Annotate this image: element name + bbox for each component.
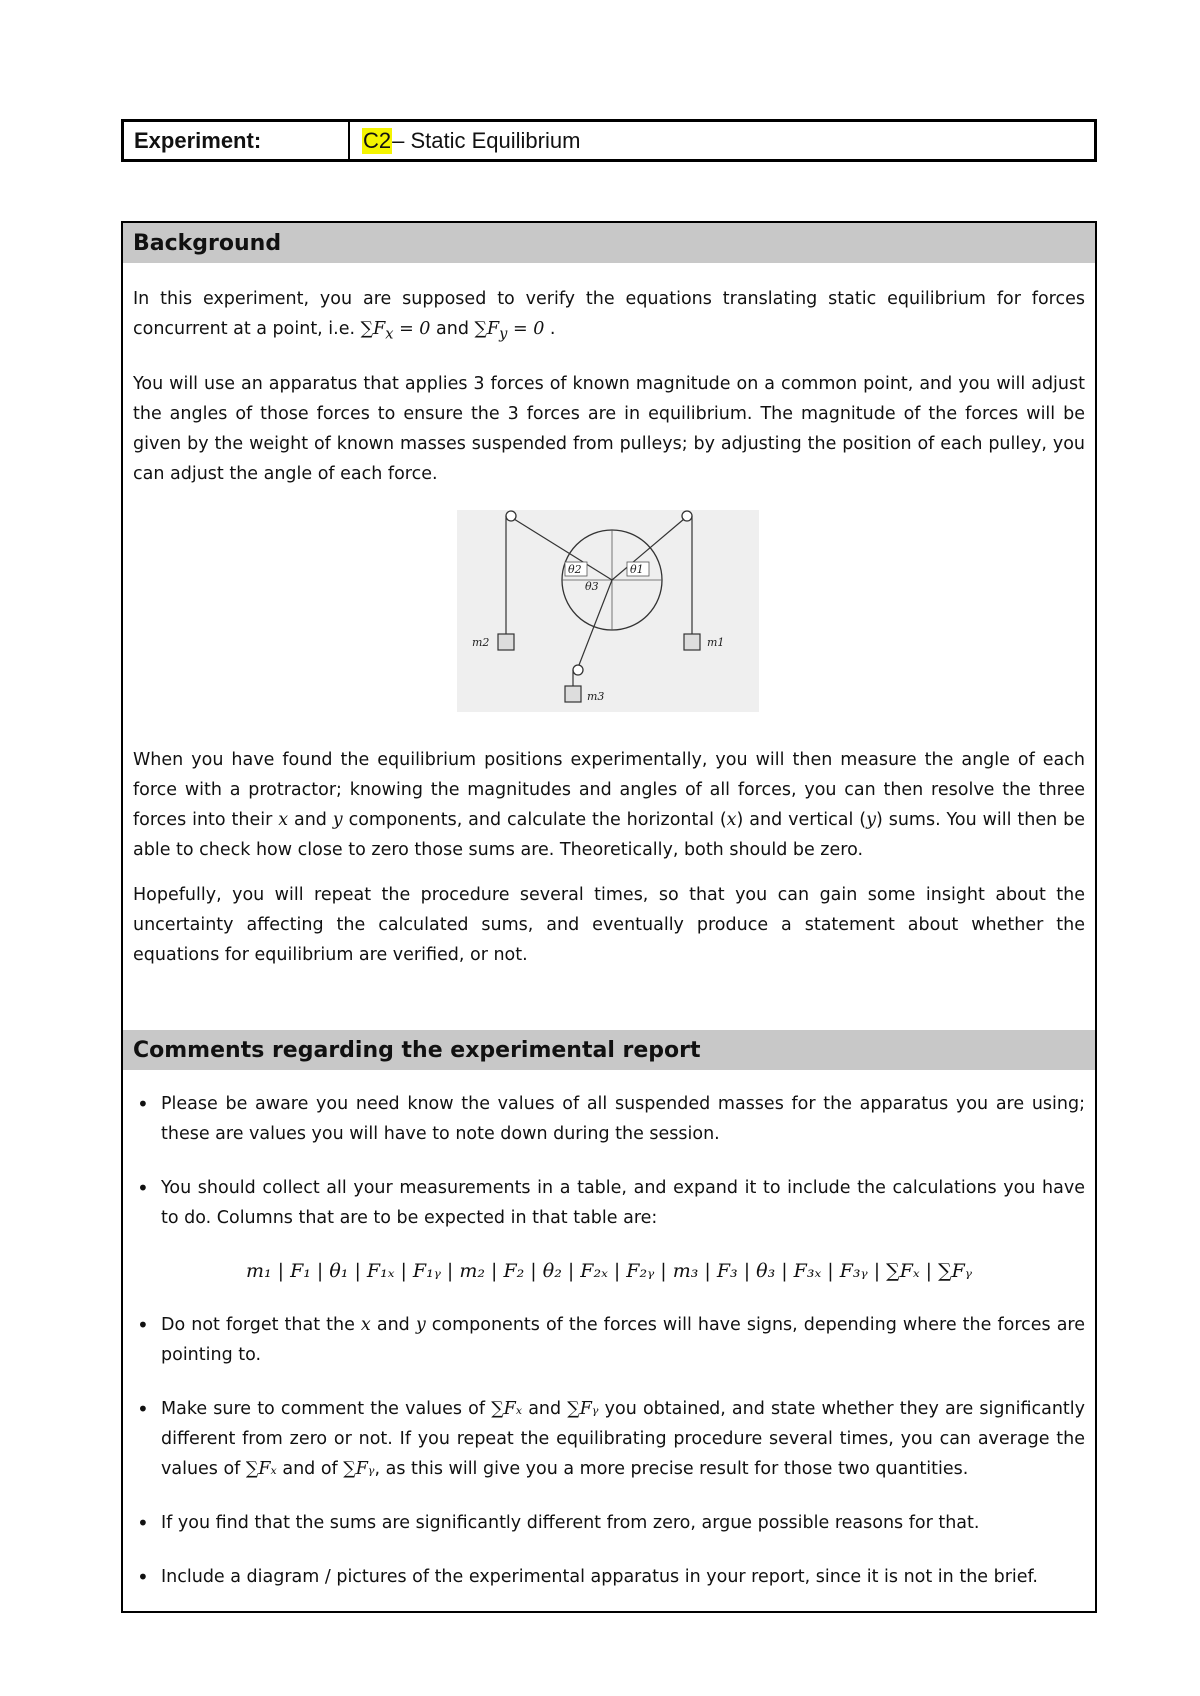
table-columns-formula: m₁ | F₁ | θ₁ | F₁ₓ | F₁ᵧ | m₂ | F₂ | θ₂ | F₂ₓ | F₂ᵧ | m₃ | F₃ | θ₃ | F₃ₓ | F₃ᵧ | ∑Fₓ | ∑Fᵧ	[245, 1260, 973, 1282]
comments-list-a	[133, 1089, 1085, 1233]
comments-list-b	[133, 1310, 1085, 1592]
background-paragraph-4: Hopefully, you will repeat the procedure several times, so that you can gain some insight about the uncertainty affecting the calculated sums, and eventually produce a statement about whether the equations for equilibrium are verified, or not.	[133, 885, 1085, 965]
eq-sum-fx: $\sum F_x = 0$	[360, 319, 431, 343]
comment-item-6: • Include a diagram / pictures of the experimental apparatus in your report, since it is not in the brief.	[133, 1562, 1085, 1592]
comment-item-1: • Please be aware you need know the values of all suspended masses for the apparatus you are using; these are values you will have to note down during the session.	[133, 1089, 1085, 1149]
experiment-label: Experiment:	[124, 122, 350, 159]
theta-3-label: θ3	[585, 580, 599, 593]
pulley-bottom	[573, 665, 583, 675]
experiment-header	[121, 119, 1097, 162]
content-frame	[121, 221, 1097, 1613]
m2-label: m2	[472, 636, 490, 649]
mass-3-block	[565, 686, 581, 702]
m1-label: m1	[707, 636, 725, 649]
comments-heading: Comments regarding the experimental report	[123, 1030, 1095, 1070]
mass-2-block	[498, 634, 514, 650]
experiment-title-text: – Static Equilibrium	[392, 127, 581, 153]
m3-label: m3	[587, 690, 605, 703]
experiment-code: C2	[363, 127, 392, 153]
theta-2-label: θ2	[568, 563, 582, 576]
apparatus-diagram	[457, 510, 759, 712]
comment-item-2: • You should collect all your measurements in a table, and expand it to include the calculations you have to do. Columns that are to be expected in that table are:	[133, 1173, 1085, 1233]
experiment-title	[350, 122, 580, 159]
eq-sum-fy: $\sum F_y = 0$	[474, 319, 545, 343]
comment-item-5: • If you find that the sums are significantly different from zero, argue possible reasons for that.	[133, 1508, 1085, 1538]
apparatus-figure	[457, 510, 759, 712]
background-paragraph-3: When you have found the equilibrium positions experimentally, you will then measure the angle of each force with a protractor; knowing the magnitudes and angles of all forces, you can then resolve the three forces into their x and y components, and calculate the horizontal (x) and vertical (y) sums. You will then be able to check how close to zero those sums are. Theoretically, both should be zero.	[133, 750, 1086, 860]
p1-text: In this experiment, you are supposed to verify the equations translating static equilibrium for forces concurrent at a point, i.e.	[133, 289, 1085, 339]
mass-1-block	[684, 634, 700, 650]
comment-item-4: • Make sure to comment the values of ∑Fₓ and ∑Fᵧ you obtained, and state whether they are significantly different from zero or not. If you repeat the equilibrating procedure several times, you can average the values of ∑Fₓ and of ∑Fᵧ, as this will give you a more precise result for those two quantities.	[133, 1394, 1085, 1484]
background-paragraph-1: In this experiment, you are supposed to verify the equations translating static equilibrium for forces concurrent at a point, i.e. $\sum F_x = 0$ and $\sum F_y = 0$ .	[133, 289, 1085, 343]
background-paragraph-2: You will use an apparatus that applies 3 forces of known magnitude on a common point, and you will adjust the angles of those forces to ensure the 3 forces are in equilibrium. The magnitude of the forces will be given by the weight of known masses suspended from pulleys; by adjusting the position of each pulley, you can adjust the angle of each force.	[133, 374, 1085, 484]
background-heading: Background	[123, 223, 1095, 263]
theta-1-label: θ1	[630, 563, 644, 576]
comment-item-3: • Do not forget that the x and y components of the forces will have signs, depending where the forces are pointing to.	[133, 1310, 1085, 1370]
